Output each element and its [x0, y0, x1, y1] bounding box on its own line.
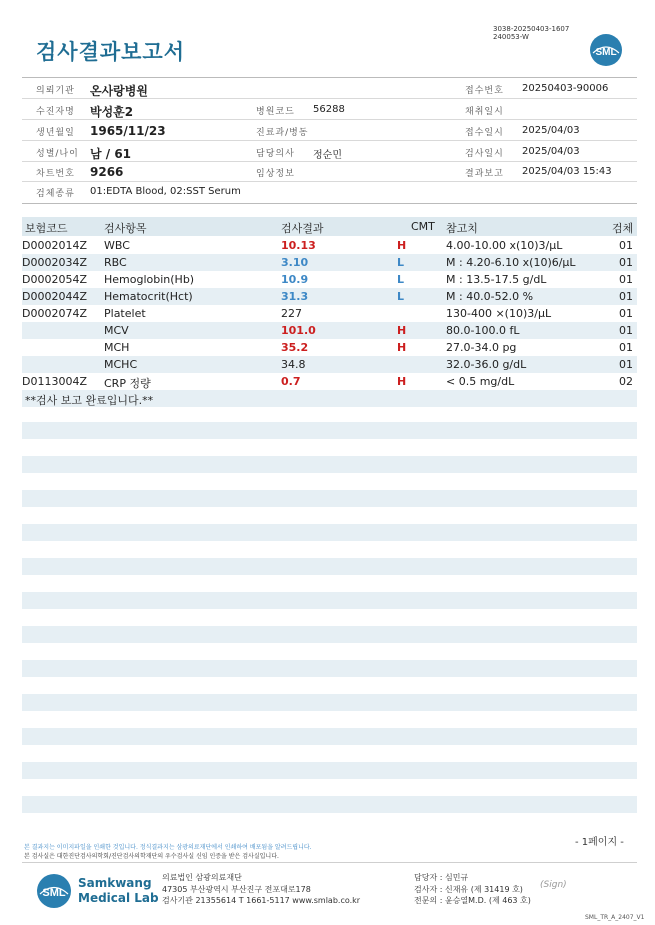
cell-reference: < 0.5 mg/dL — [446, 375, 515, 388]
info-row-sex-age — [22, 142, 637, 162]
sex-age-value: 남 / 61 — [90, 147, 132, 161]
completion-note: **검사 보고 완료입니다.** — [25, 394, 154, 407]
birth-value: 1965/11/23 — [90, 124, 166, 138]
header-item: 검사항목 — [104, 222, 147, 235]
empty-row-stripe — [22, 422, 637, 439]
form-code: SML_TR_A_2407_V1 — [585, 914, 645, 921]
cell-result: 10.9 — [281, 273, 309, 286]
cell-specimen: 01 — [619, 290, 633, 303]
cell-specimen: 02 — [619, 375, 633, 388]
empty-row-stripe — [22, 490, 637, 507]
receive-date-value: 2025/04/03 — [522, 125, 580, 136]
cell-code: D0002034Z — [22, 256, 87, 269]
cell-item: MCHC — [104, 358, 138, 371]
info-row-chart — [22, 162, 637, 182]
hospital-label: 의뢰기관 — [36, 86, 75, 96]
cell-result: 35.2 — [281, 341, 309, 354]
cell-specimen: 01 — [619, 307, 633, 320]
patient-value: 박성훈2 — [90, 105, 134, 119]
empty-row-stripe — [22, 524, 637, 541]
cell-code: D0002054Z — [22, 273, 87, 286]
contact-info: 검사기관 21355614 T 1661-5117 www.smlab.co.kr — [162, 896, 361, 905]
cell-specimen: 01 — [619, 239, 633, 252]
chart-value: 9266 — [90, 165, 124, 179]
cell-code: D0002044Z — [22, 290, 87, 303]
cell-reference: 32.0-36.0 g/dL — [446, 358, 527, 371]
cell-specimen: 01 — [619, 273, 633, 286]
company-name-line1: Samkwang — [78, 876, 152, 890]
receipt-no-value: 20250403-90006 — [522, 83, 609, 94]
cell-flag: H — [397, 324, 407, 337]
empty-row-stripe — [22, 592, 637, 609]
cell-result: 0.7 — [281, 375, 301, 388]
cell-flag: L — [397, 290, 405, 303]
info-bottom-divider — [22, 203, 637, 204]
cell-item: RBC — [104, 256, 127, 269]
patient-label: 수진자명 — [36, 107, 75, 117]
cell-item: WBC — [104, 239, 130, 252]
clinical-label: 임상정보 — [256, 169, 295, 179]
cell-reference: 27.0-34.0 pg — [446, 341, 517, 354]
certification-notice: 본 검사실은 대한진단검사의학회/진단검사의학재단의 우수검사실 신임 인증을 받은 검사실입니다. — [24, 853, 279, 860]
sml-footer-logo-icon — [36, 873, 72, 909]
cell-result: 31.3 — [281, 290, 309, 303]
sex-age-label: 성별/나이 — [36, 149, 79, 159]
collect-date-label: 채취일시 — [465, 107, 504, 117]
test-date-value: 2025/04/03 — [522, 146, 580, 157]
cell-specimen: 01 — [619, 358, 633, 371]
birth-label: 생년월일 — [36, 128, 75, 138]
print-notice: 본 결과지는 이미지파일을 인쇄한 것입니다. 정식결과지는 삼광의료재단에서 인쇄하여 배포됨을 알려드립니다. — [24, 844, 312, 851]
hospital-code-value: 56288 — [313, 104, 345, 115]
cell-specimen: 01 — [619, 324, 633, 337]
specimen-label: 검체종류 — [36, 189, 75, 199]
doctor-label: 담당의사 — [256, 149, 295, 159]
info-top-divider — [22, 77, 637, 78]
cell-reference: M : 13.5-17.5 g/dL — [446, 273, 547, 286]
cell-code: D0113004Z — [22, 375, 87, 388]
cell-flag: H — [397, 341, 407, 354]
address: 47305 부산광역시 부산진구 전포대로178 — [162, 885, 311, 894]
cell-result: 3.10 — [281, 256, 309, 269]
empty-row-stripe — [22, 558, 637, 575]
report-date-value: 2025/04/03 15:43 — [522, 166, 612, 177]
examiner: 검사자 : 신재유 (제 31419 호) — [414, 885, 523, 894]
document-code: 3038-20250403-1607 240053-W — [493, 25, 570, 41]
empty-row-stripe — [22, 762, 637, 779]
empty-row-stripe — [22, 456, 637, 473]
header-code: 보험코드 — [25, 222, 68, 235]
hospital-code-label: 병원코드 — [256, 107, 295, 117]
cell-reference: 80.0-100.0 fL — [446, 324, 520, 337]
empty-row-stripe — [22, 728, 637, 745]
cell-reference: M : 4.20-6.10 x(10)6/μL — [446, 256, 576, 269]
cell-specimen: 01 — [619, 256, 633, 269]
dept-label: 진료과/병동 — [256, 128, 309, 138]
cell-reference: M : 40.0-52.0 % — [446, 290, 534, 303]
cell-flag: H — [397, 239, 407, 252]
cell-result: 34.8 — [281, 358, 306, 371]
cell-result: 10.13 — [281, 239, 316, 252]
info-row-patient — [22, 100, 637, 120]
empty-row-stripe — [22, 660, 637, 677]
empty-row-stripe — [22, 796, 637, 813]
header-ref: 참고치 — [446, 222, 478, 235]
staff-in-charge: 담당자 : 심민규 — [414, 873, 469, 882]
cell-result: 227 — [281, 307, 302, 320]
cell-item: CRP 정량 — [104, 377, 151, 390]
cell-item: Hemoglobin(Hb) — [104, 273, 195, 286]
cell-flag: L — [397, 256, 405, 269]
info-row-hospital — [22, 79, 637, 99]
receive-date-label: 접수일시 — [465, 128, 504, 138]
cell-item: Platelet — [104, 307, 146, 320]
cell-result: 101.0 — [281, 324, 316, 337]
empty-row-stripe — [22, 626, 637, 643]
cell-flag: H — [397, 375, 407, 388]
page-title: 검사결과보고서 — [36, 40, 186, 64]
cell-flag: L — [397, 273, 405, 286]
svg-text:SML: SML — [595, 47, 617, 58]
hospital-value: 온사랑병원 — [90, 84, 148, 98]
info-row-birth — [22, 121, 637, 141]
header-specimen: 검체 — [612, 222, 634, 235]
page-number: - 1페이지 - — [575, 837, 624, 848]
cell-item: MCH — [104, 341, 130, 354]
results-table-header — [22, 217, 637, 236]
report-date-label: 결과보고 — [465, 169, 504, 179]
cell-code: D0002014Z — [22, 239, 87, 252]
footer-divider — [22, 862, 637, 863]
signature: (Sign) — [540, 880, 567, 890]
svg-text:SML: SML — [42, 887, 66, 899]
company-name-line2: Medical Lab — [78, 891, 159, 905]
cell-code: D0002074Z — [22, 307, 87, 320]
foundation-name: 의료법인 삼광의료재단 — [162, 873, 242, 882]
cell-item: Hematocrit(Hct) — [104, 290, 193, 303]
header-cmt: CMT — [411, 220, 435, 233]
specialist: 전문의 : 윤승열M.D. (제 463 호) — [414, 896, 531, 905]
cell-item: MCV — [104, 324, 129, 337]
chart-label: 차트번호 — [36, 169, 75, 179]
empty-row-stripe — [22, 694, 637, 711]
receipt-no-label: 접수번호 — [465, 86, 504, 96]
sml-logo-icon — [589, 33, 623, 67]
specimen-value: 01:EDTA Blood, 02:SST Serum — [90, 186, 241, 197]
cell-specimen: 01 — [619, 341, 633, 354]
cell-reference: 4.00-10.00 x(10)3/μL — [446, 239, 563, 252]
info-row-specimen — [22, 182, 637, 202]
doctor-value: 정순민 — [313, 150, 342, 161]
test-date-label: 검사일시 — [465, 149, 504, 159]
cell-reference: 130-400 ×(10)3/μL — [446, 307, 552, 320]
header-result: 검사결과 — [281, 222, 324, 235]
